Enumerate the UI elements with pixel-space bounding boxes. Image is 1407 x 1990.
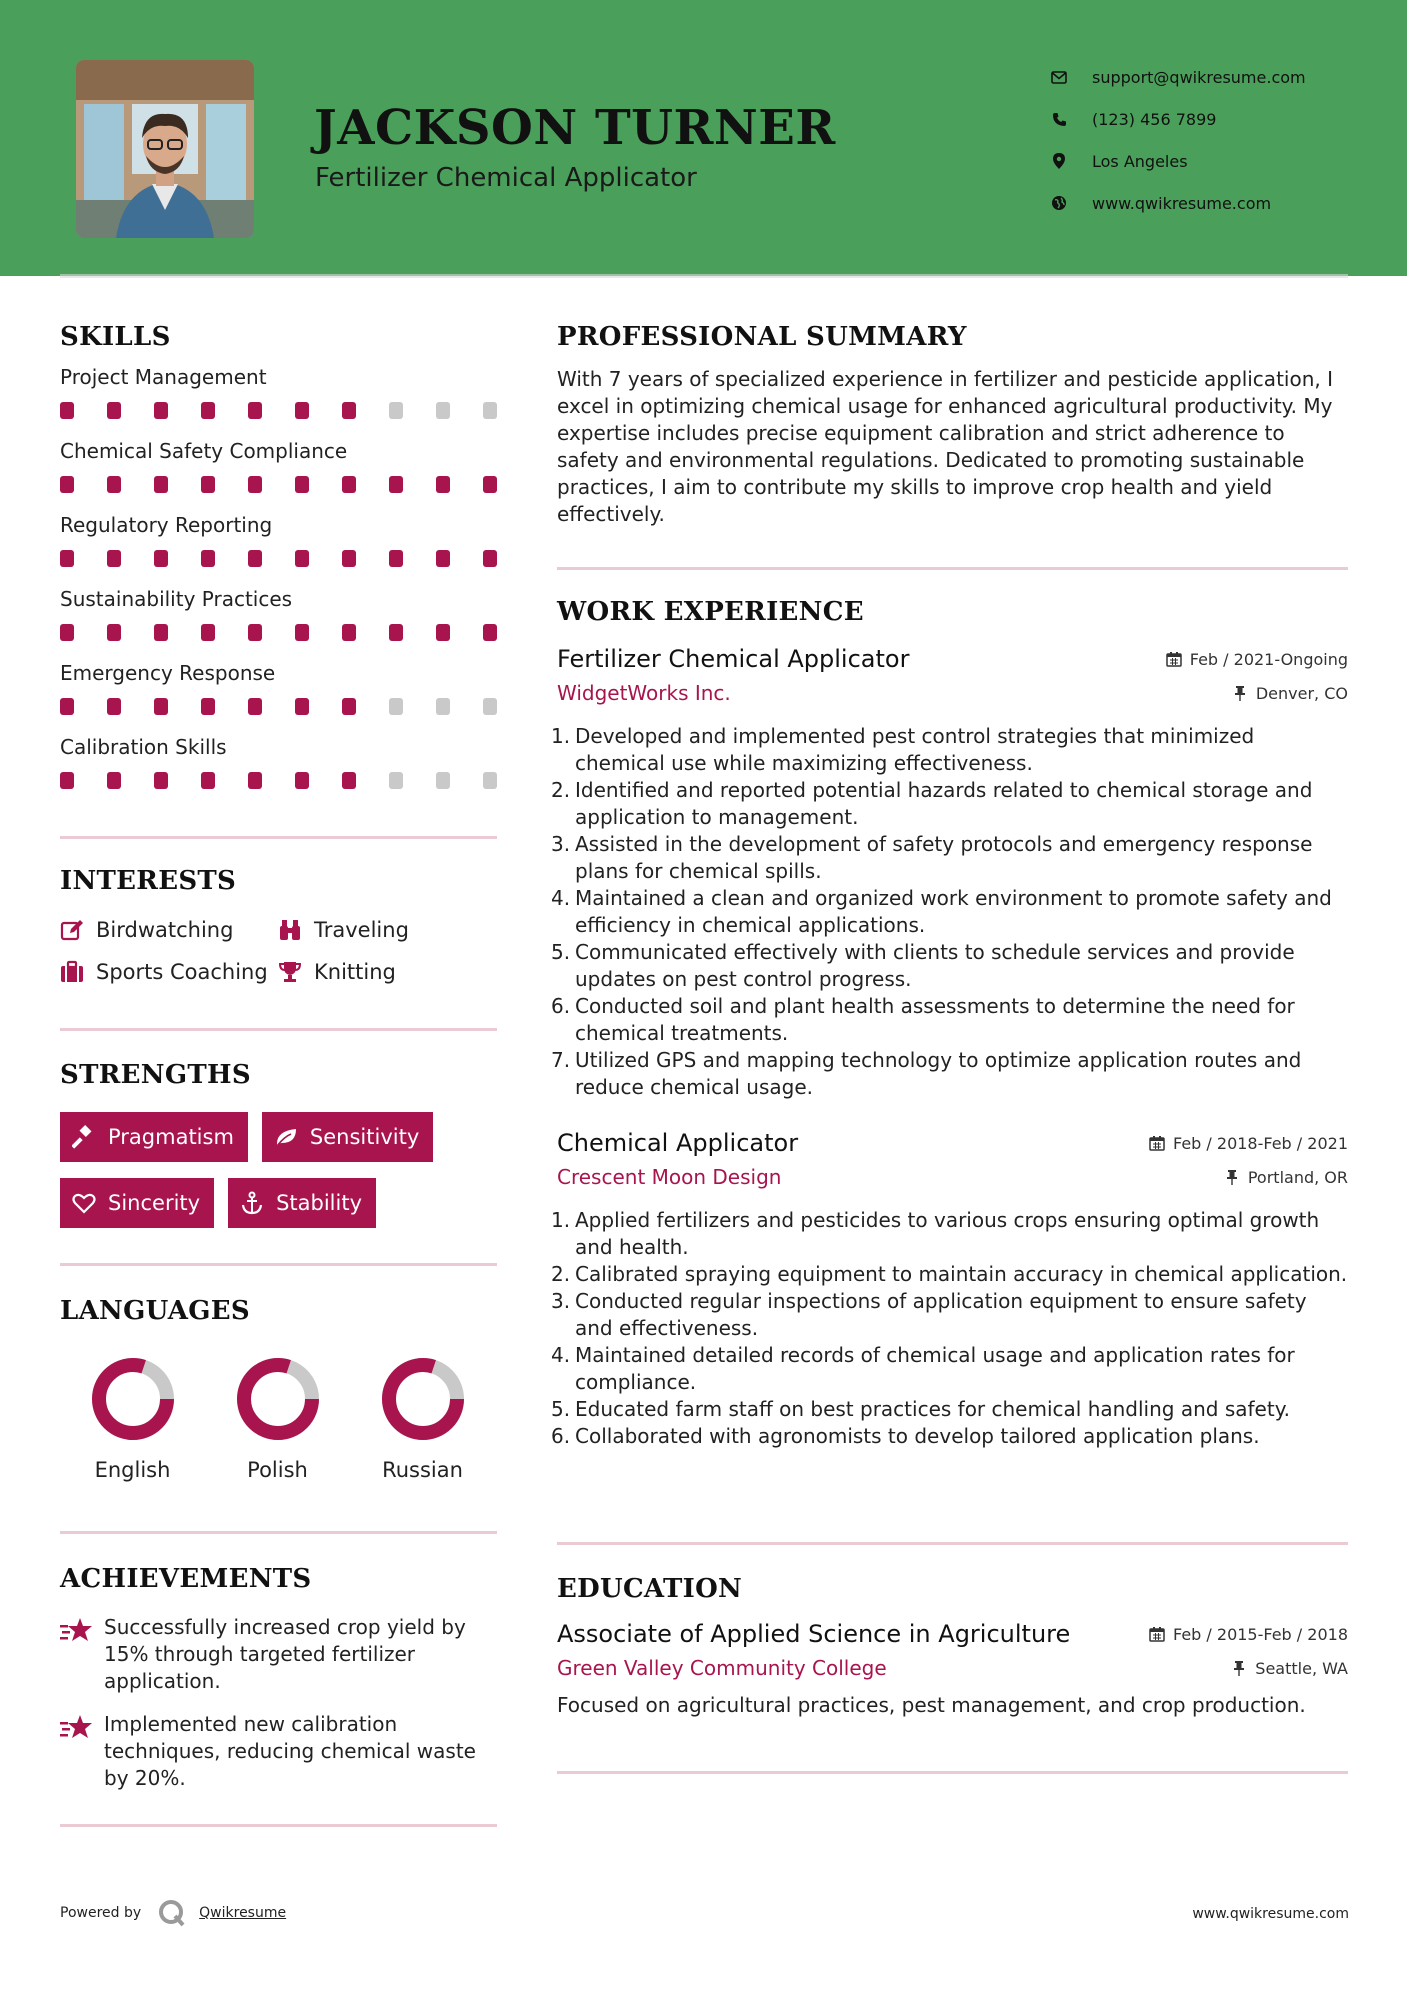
job-location (1224, 1168, 1348, 1187)
powered-by-text: Powered by (60, 1905, 142, 1921)
experience-heading: WORK EXPERIENCE (557, 597, 864, 627)
candidate-title: Fertilizer Chemical Applicator (315, 163, 697, 193)
contact-location (1050, 140, 1380, 182)
qwikresume-logo-icon (157, 1898, 187, 1928)
job-bullet: 4. Maintained a clean and organized work environment to promote safety and efficiency in chemical applications. (551, 886, 1332, 937)
contact-location-text: Los Angeles (1092, 151, 1188, 171)
footer-powered-by (60, 1898, 286, 1928)
contact-email[interactable] (1050, 56, 1380, 98)
pushpin-icon (1231, 1660, 1247, 1676)
education-location-text: Seattle, WA (1255, 1658, 1348, 1678)
rating-dot-filled (389, 476, 403, 493)
language-name: English (94, 1458, 171, 1482)
section-divider (557, 1542, 1348, 1545)
rating-dot-filled (60, 772, 74, 789)
job-bullet: 6. Conducted soil and plant health assessments to determine the need for chemical treatments. (551, 994, 1295, 1045)
achievement-text: Implemented new calibration techniques, reducing chemical waste by 20%. (104, 1712, 476, 1790)
rating-dot-empty (436, 698, 450, 715)
interests-section (60, 866, 497, 984)
interest-label: Traveling (314, 918, 409, 942)
job-date (1149, 1134, 1348, 1153)
interest-label: Knitting (314, 960, 396, 984)
rating-dot-empty (389, 698, 403, 715)
education-entry (557, 1620, 1348, 1719)
skill-rating (60, 476, 497, 494)
education-section (557, 1574, 1348, 1719)
binoculars-icon (278, 918, 302, 942)
skill-label: Project Management (60, 365, 267, 389)
strengths-heading: STRENGTHS (60, 1060, 251, 1090)
skill-label: Emergency Response (60, 661, 276, 685)
contact-website-text: www.qwikresume.com (1092, 193, 1272, 213)
globe-icon (1050, 194, 1068, 212)
languages-section (60, 1296, 497, 1482)
contact-list (1050, 56, 1380, 224)
interest-label: Birdwatching (96, 918, 234, 942)
rating-dot-filled (295, 624, 309, 641)
job-date-text: Feb / 2021-Ongoing (1189, 649, 1348, 669)
education-date (1149, 1625, 1348, 1644)
rating-dot-empty (389, 772, 403, 789)
summary-section (557, 322, 1348, 528)
rating-dot-empty (389, 402, 403, 419)
rating-dot-filled (154, 402, 168, 419)
rating-dot-filled (154, 550, 168, 567)
job-bullet: 6. Collaborated with agronomists to develop tailored application plans. (551, 1424, 1260, 1448)
strength-tag (262, 1112, 433, 1162)
rating-dot-filled (248, 698, 262, 715)
job-date-text: Feb / 2018-Feb / 2021 (1173, 1133, 1348, 1153)
language-name: Russian (382, 1458, 463, 1482)
skill-label: Chemical Safety Compliance (60, 439, 348, 463)
anchor-icon (240, 1191, 264, 1215)
contact-website[interactable] (1050, 182, 1380, 224)
job-title: Chemical Applicator (557, 1129, 799, 1157)
skill-rating (60, 550, 497, 568)
rating-dot-filled (248, 550, 262, 567)
rating-dot-filled (483, 476, 497, 493)
rating-dot-filled (201, 698, 215, 715)
section-divider (557, 567, 1348, 570)
job-bullet: 3. Conducted regular inspections of application equipment to ensure safety and effectiveness. (551, 1289, 1307, 1340)
calendar-icon (1149, 1626, 1165, 1642)
experience-section (551, 597, 1348, 1450)
education-date-text: Feb / 2015-Feb / 2018 (1173, 1624, 1348, 1644)
pushpin-icon (1224, 1169, 1240, 1185)
job-bullets (551, 1207, 1348, 1450)
interest-item (60, 960, 278, 984)
job-entry (551, 1129, 1348, 1450)
interest-item (278, 918, 496, 942)
skill-rating (60, 624, 497, 642)
summary-heading: PROFESSIONAL SUMMARY (557, 322, 967, 352)
section-divider (60, 836, 497, 839)
education-description: Focused on agricultural practices, pest management, and crop production. (557, 1693, 1306, 1717)
achievements-heading: ACHIEVEMENTS (60, 1564, 312, 1594)
school-name: Green Valley Community College (557, 1656, 887, 1680)
section-divider (60, 1531, 497, 1534)
star-icon (60, 1713, 94, 1743)
rating-dot-filled (107, 624, 121, 641)
rating-dot-filled (295, 698, 309, 715)
pencil-square-icon (60, 918, 84, 942)
rating-dot-filled (60, 402, 74, 419)
header-divider (60, 274, 1348, 278)
rating-dot-empty (483, 772, 497, 789)
rating-dot-filled (342, 624, 356, 641)
achievements-section (60, 1564, 497, 1792)
rating-dot-filled (389, 624, 403, 641)
rating-dot-filled (389, 550, 403, 567)
briefcase-icon (60, 960, 84, 984)
interests-list (60, 918, 497, 984)
rating-dot-filled (436, 550, 450, 567)
skill-rating (60, 402, 497, 420)
rating-dot-filled (201, 476, 215, 493)
skill-label: Sustainability Practices (60, 587, 293, 611)
rating-dot-filled (295, 772, 309, 789)
languages-list (60, 1356, 497, 1482)
strength-tag (228, 1178, 376, 1228)
rating-dot-filled (248, 624, 262, 641)
section-divider (60, 1263, 497, 1266)
rating-dot-filled (295, 476, 309, 493)
job-bullet: 5. Educated farm staff on best practices for chemical handling and safety. (551, 1397, 1291, 1421)
company-name: Crescent Moon Design (557, 1165, 782, 1189)
job-bullet: 2. Calibrated spraying equipment to maintain accuracy in chemical application. (551, 1262, 1348, 1286)
achievement-item (60, 1614, 497, 1695)
job-bullet: 1. Developed and implemented pest control strategies that minimized chemical use while maximizing effectiveness. (551, 724, 1255, 775)
rating-dot-filled (201, 624, 215, 641)
rating-dot-filled (107, 772, 121, 789)
rating-dot-empty (483, 698, 497, 715)
heart-icon (72, 1191, 96, 1215)
job-location (1232, 684, 1348, 703)
rating-dot-filled (483, 550, 497, 567)
rating-dot-filled (154, 476, 168, 493)
section-divider (60, 1824, 497, 1827)
job-bullet: 7. Utilized GPS and mapping technology to optimize application routes and reduce chemical usage. (551, 1048, 1302, 1099)
skills-section (60, 322, 497, 806)
gavel-icon (72, 1125, 96, 1149)
skills-heading: SKILLS (60, 322, 171, 352)
rating-dot-filled (248, 476, 262, 493)
rating-dot-filled (201, 402, 215, 419)
education-heading: EDUCATION (557, 1574, 743, 1604)
envelope-icon (1050, 68, 1068, 86)
skill-rating (60, 772, 497, 790)
rating-dot-filled (107, 550, 121, 567)
skill-label: Calibration Skills (60, 735, 227, 759)
rating-dot-empty (483, 402, 497, 419)
skill-rating (60, 698, 497, 716)
skills-list (60, 362, 497, 790)
job-bullet: 1. Applied fertilizers and pesticides to various crops ensuring optimal growth and health. (551, 1208, 1320, 1259)
rating-dot-filled (295, 550, 309, 567)
header-banner (0, 0, 1407, 276)
phone-icon (1050, 110, 1068, 128)
strength-tag (60, 1112, 248, 1162)
job-entry (551, 645, 1348, 1101)
strength-label: Sincerity (108, 1191, 201, 1215)
rating-dot-filled (201, 772, 215, 789)
company-name: WidgetWorks Inc. (557, 681, 731, 705)
rating-dot-filled (154, 624, 168, 641)
interest-item (278, 960, 496, 984)
qwikresume-link[interactable]: Qwikresume (199, 1905, 287, 1921)
rating-dot-filled (342, 772, 356, 789)
interests-heading: INTERESTS (60, 866, 237, 896)
rating-dot-filled (154, 772, 168, 789)
strength-label: Pragmatism (108, 1125, 234, 1149)
map-marker-icon (1050, 152, 1068, 170)
rating-dot-filled (107, 698, 121, 715)
rating-dot-filled (107, 402, 121, 419)
rating-dot-filled (60, 550, 74, 567)
calendar-icon (1149, 1135, 1165, 1151)
interest-label: Sports Coaching (96, 960, 268, 984)
achievement-text: Successfully increased crop yield by 15% through targeted fertilizer application. (104, 1615, 466, 1693)
rating-dot-filled (248, 772, 262, 789)
strengths-list (60, 1112, 497, 1228)
language-name: Polish (247, 1458, 308, 1482)
language-item (205, 1356, 350, 1482)
strength-label: Stability (276, 1191, 363, 1215)
job-date (1166, 650, 1348, 669)
contact-email-text: support@qwikresume.com (1092, 67, 1306, 87)
job-location-text: Portland, OR (1247, 1167, 1348, 1187)
star-icon (60, 1616, 94, 1646)
degree-title: Associate of Applied Science in Agriculture (557, 1620, 1071, 1648)
rating-dot-filled (248, 402, 262, 419)
language-item (350, 1356, 495, 1482)
rating-dot-filled (483, 624, 497, 641)
strength-tag (60, 1178, 214, 1228)
profile-photo (76, 60, 254, 238)
rating-dot-empty (436, 772, 450, 789)
job-location-text: Denver, CO (1255, 683, 1348, 703)
skill-label: Regulatory Reporting (60, 513, 273, 537)
section-divider (557, 1771, 1348, 1774)
interest-item (60, 918, 278, 942)
footer-url[interactable]: www.qwikresume.com (1192, 1906, 1349, 1922)
rating-dot-filled (295, 402, 309, 419)
candidate-name: JACKSON TURNER (314, 100, 836, 156)
rating-dot-filled (60, 476, 74, 493)
job-bullet: 2. Identified and reported potential hazards related to chemical storage and application to management. (551, 778, 1313, 829)
rating-dot-filled (342, 550, 356, 567)
achievement-item (60, 1711, 497, 1792)
rating-dot-filled (60, 698, 74, 715)
language-donut (90, 1356, 176, 1442)
section-divider (60, 1028, 497, 1031)
language-donut (235, 1356, 321, 1442)
trophy-icon (278, 960, 302, 984)
language-donut (380, 1356, 466, 1442)
rating-dot-filled (342, 402, 356, 419)
rating-dot-filled (154, 698, 168, 715)
pushpin-icon (1232, 685, 1248, 701)
contact-phone[interactable] (1050, 98, 1380, 140)
job-bullet: 4. Maintained detailed records of chemical usage and application rates for compliance. (551, 1343, 1295, 1394)
rating-dot-filled (342, 698, 356, 715)
languages-heading: LANGUAGES (60, 1296, 250, 1326)
rating-dot-filled (436, 624, 450, 641)
contact-phone-text: (123) 456 7899 (1092, 109, 1217, 129)
strength-label: Sensitivity (309, 1125, 420, 1149)
job-bullets (551, 723, 1348, 1101)
strengths-section (60, 1060, 497, 1228)
calendar-icon (1166, 651, 1182, 667)
job-bullet: 5. Communicated effectively with clients to schedule services and provide updates on pest control progress. (551, 940, 1295, 991)
rating-dot-filled (436, 476, 450, 493)
rating-dot-filled (342, 476, 356, 493)
education-location (1231, 1659, 1348, 1678)
leaf-icon (274, 1125, 298, 1149)
rating-dot-filled (201, 550, 215, 567)
job-title: Fertilizer Chemical Applicator (557, 645, 910, 673)
rating-dot-empty (436, 402, 450, 419)
job-bullet: 3. Assisted in the development of safety protocols and emergency response plans for chemical spills. (551, 832, 1313, 883)
rating-dot-filled (107, 476, 121, 493)
language-item (60, 1356, 205, 1482)
rating-dot-filled (60, 624, 74, 641)
summary-text: With 7 years of specialized experience in fertilizer and pesticide application, I excel in optimizing chemical usage for enhanced agricultural productivity. My expertise includes precise equipment calibration and strict adherence to safety and environmental regulations. Dedicated to promoting sustainable practices, I aim to contribute my skills to improve crop health and yield effectively. (557, 367, 1333, 526)
